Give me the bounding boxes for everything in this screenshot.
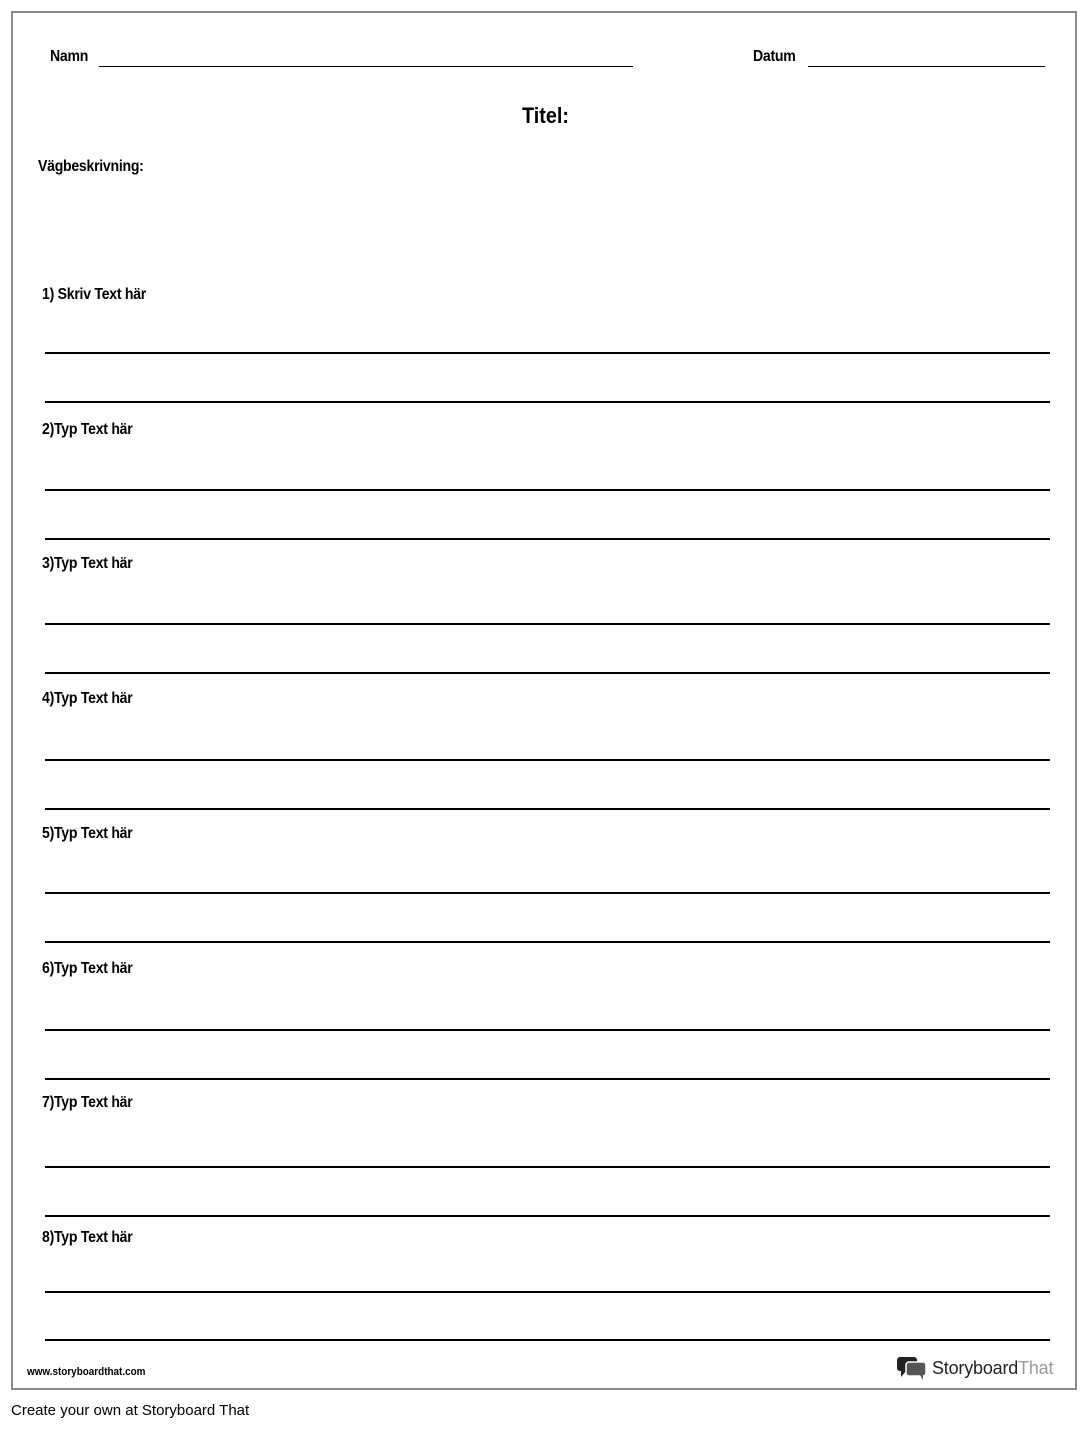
step-3-line-1[interactable] <box>45 623 1050 625</box>
step-3-line-2[interactable] <box>45 672 1050 674</box>
website-url[interactable]: www.storyboardthat.com <box>27 1366 146 1378</box>
step-8-label: 8)Typ Text här <box>42 1229 133 1246</box>
step-6-label: 6)Typ Text här <box>42 960 133 977</box>
step-1-line-2[interactable] <box>45 401 1050 403</box>
step-2-line-1[interactable] <box>45 489 1050 491</box>
storyboardthat-logo[interactable] <box>896 1354 1053 1382</box>
directions-label: Vägbeskrivning: <box>38 158 144 175</box>
step-4-label: 4)Typ Text här <box>42 690 133 707</box>
step-1-label: 1) Skriv Text här <box>42 286 147 303</box>
step-5-label: 5)Typ Text här <box>42 825 133 842</box>
storyboardthat-credit-link[interactable]: Create your own at Storyboard That <box>11 1402 250 1419</box>
step-8-line-1[interactable] <box>45 1291 1050 1293</box>
storyboardthat-logo-icon <box>896 1355 928 1381</box>
step-2-line-2[interactable] <box>45 538 1050 540</box>
step-8-line-2[interactable] <box>45 1339 1050 1341</box>
step-2-label: 2)Typ Text här <box>42 421 133 438</box>
step-7-label: 7)Typ Text här <box>42 1094 133 1111</box>
name-field-line[interactable] <box>99 66 633 67</box>
worksheet-page <box>11 11 1077 1390</box>
step-1-line-1[interactable] <box>45 352 1050 354</box>
step-3-label: 3)Typ Text här <box>42 555 133 572</box>
step-7-line-2[interactable] <box>45 1215 1050 1217</box>
step-6-line-2[interactable] <box>45 1078 1050 1080</box>
logo-wordmark-that: That <box>1018 1357 1054 1378</box>
step-5-line-1[interactable] <box>45 892 1050 894</box>
date-field-line[interactable] <box>808 66 1045 67</box>
logo-wordmark <box>932 1358 1053 1379</box>
step-5-line-2[interactable] <box>45 941 1050 943</box>
step-6-line-1[interactable] <box>45 1029 1050 1031</box>
step-4-line-1[interactable] <box>45 759 1050 761</box>
name-label: Namn <box>50 48 89 65</box>
logo-wordmark-storyboard: Storyboard <box>932 1357 1019 1378</box>
step-7-line-1[interactable] <box>45 1166 1050 1168</box>
page-title: Titel: <box>522 103 569 128</box>
step-4-line-2[interactable] <box>45 808 1050 810</box>
date-label: Datum <box>753 48 796 65</box>
